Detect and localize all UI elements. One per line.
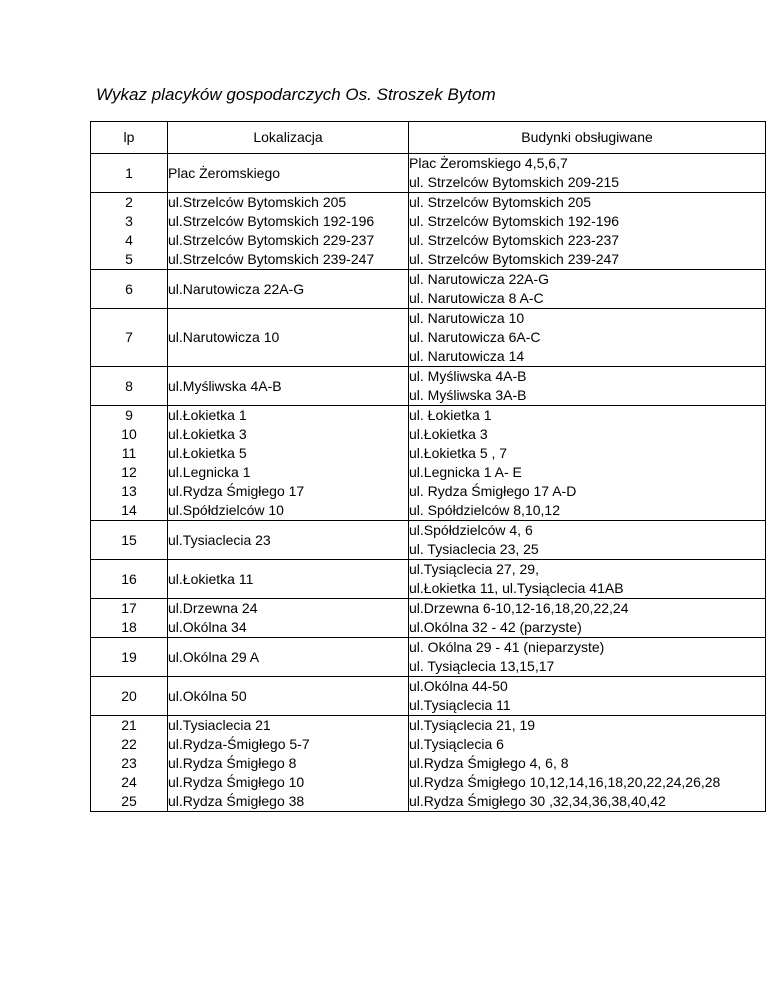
table-row (91, 309, 766, 367)
row-lokalizacja: ul.Strzelców Bytomskich 205 (168, 193, 409, 213)
row-lp: 23 (91, 754, 168, 773)
row-budynki (409, 309, 766, 367)
row-lp: 18 (91, 618, 168, 638)
row-lokalizacja: ul.Myśliwska 4A-B (168, 367, 409, 406)
row-lp: 21 (91, 716, 168, 736)
row-budynki: ul.Rydza Śmigłego 10,12,14,16,18,20,22,24,26,28 (409, 773, 766, 792)
row-budynki: ul. Strzelców Bytomskich 192-196 (409, 212, 766, 231)
row-budynki: ul.Tysiąclecia 21, 19 (409, 716, 766, 736)
table-row (91, 154, 766, 193)
row-lp: 7 (91, 309, 168, 367)
table-body (91, 154, 766, 812)
row-lp: 14 (91, 501, 168, 521)
row-lokalizacja: ul.Spółdzielców 10 (168, 501, 409, 521)
building-line: ul. Narutowicza 22A-G (409, 271, 550, 287)
table-row (91, 367, 766, 406)
row-lp: 5 (91, 250, 168, 270)
table-row (91, 560, 766, 599)
row-lokalizacja: ul.Rydza Śmigłego 38 (168, 792, 409, 812)
table-row (91, 716, 766, 736)
table-row (91, 425, 766, 444)
row-lokalizacja: Plac Żeromskiego (168, 154, 409, 193)
table-row (91, 212, 766, 231)
row-lokalizacja: ul.Rydza Śmigłego 17 (168, 482, 409, 501)
building-line: Plac Żeromskiego 4,5,6,7 (409, 155, 568, 171)
row-budynki: ul. Strzelców Bytomskich 239-247 (409, 250, 766, 270)
row-budynki (409, 367, 766, 406)
table-row (91, 231, 766, 250)
row-budynki (409, 638, 766, 677)
table-row (91, 521, 766, 560)
row-budynki: ul.Drzewna 6-10,12-16,18,20,22,24 (409, 599, 766, 619)
table-row (91, 638, 766, 677)
row-lokalizacja: ul.Łokietka 1 (168, 406, 409, 426)
row-lp: 20 (91, 677, 168, 716)
row-lokalizacja: ul.Strzelców Bytomskich 229-237 (168, 231, 409, 250)
building-line: ul.Łokietka 11, ul.Tysiąclecia 41AB (409, 580, 624, 596)
document-title: Wykaz placyków gospodarczych Os. Stroszek Bytom (96, 85, 496, 104)
row-budynki: ul. Strzelców Bytomskich 223-237 (409, 231, 766, 250)
table-row (91, 270, 766, 309)
row-lp: 4 (91, 231, 168, 250)
row-lp: 10 (91, 425, 168, 444)
row-lp: 13 (91, 482, 168, 501)
building-line: ul. Narutowicza 6A-C (409, 329, 541, 345)
table-row (91, 677, 766, 716)
table-row (91, 250, 766, 270)
row-lokalizacja: ul.Okólna 29 A (168, 638, 409, 677)
building-line: ul. Tysiaclecia 23, 25 (409, 541, 539, 557)
table-row (91, 501, 766, 521)
table-row (91, 599, 766, 619)
row-budynki (409, 270, 766, 309)
row-lokalizacja: ul.Strzelców Bytomskich 239-247 (168, 250, 409, 270)
row-lp: 19 (91, 638, 168, 677)
row-lp: 15 (91, 521, 168, 560)
row-lp: 1 (91, 154, 168, 193)
building-line: ul. Narutowicza 8 A-C (409, 290, 544, 306)
building-line: ul. Myśliwska 3A-B (409, 387, 527, 403)
row-budynki (409, 677, 766, 716)
row-budynki: ul. Łokietka 1 (409, 406, 766, 426)
row-budynki: ul. Rydza Śmigłego 17 A-D (409, 482, 766, 501)
building-line: ul. Strzelców Bytomskich 209-215 (409, 174, 620, 190)
building-table (90, 121, 766, 812)
row-budynki (409, 521, 766, 560)
row-lokalizacja: ul.Narutowicza 10 (168, 309, 409, 367)
building-line: ul.Tysiąclecia 11 (409, 697, 511, 713)
row-budynki: ul.Tysiąclecia 6 (409, 735, 766, 754)
table-row (91, 792, 766, 812)
table-row (91, 618, 766, 638)
row-lp: 16 (91, 560, 168, 599)
row-lp: 9 (91, 406, 168, 426)
table-row (91, 463, 766, 482)
table-row (91, 754, 766, 773)
row-lokalizacja: ul.Okólna 50 (168, 677, 409, 716)
table-row (91, 735, 766, 754)
row-budynki: ul.Łokietka 5 , 7 (409, 444, 766, 463)
row-budynki: ul.Legnicka 1 A- E (409, 463, 766, 482)
row-lokalizacja: ul.Legnicka 1 (168, 463, 409, 482)
building-line: ul. Okólna 29 - 41 (nieparzyste) (409, 639, 605, 655)
row-lokalizacja: ul.Narutowicza 22A-G (168, 270, 409, 309)
table-row (91, 406, 766, 426)
building-line: ul. Narutowicza 14 (409, 348, 525, 364)
row-budynki: ul. Strzelców Bytomskich 205 (409, 193, 766, 213)
row-lokalizacja: ul.Rydza Śmigłego 8 (168, 754, 409, 773)
row-budynki: ul.Okólna 32 - 42 (parzyste) (409, 618, 766, 638)
table-row (91, 444, 766, 463)
row-budynki: ul.Rydza Śmigłego 30 ,32,34,36,38,40,42 (409, 792, 766, 812)
row-budynki: ul. Spółdzielców 8,10,12 (409, 501, 766, 521)
table-header-row (91, 122, 766, 154)
table-row (91, 193, 766, 213)
row-budynki: ul.Łokietka 3 (409, 425, 766, 444)
row-lokalizacja: ul.Rydza-Śmigłego 5-7 (168, 735, 409, 754)
row-budynki (409, 560, 766, 599)
row-lokalizacja: ul.Tysiaclecia 21 (168, 716, 409, 736)
row-lokalizacja: ul.Łokietka 3 (168, 425, 409, 444)
building-line: ul.Tysiąclecia 27, 29, (409, 561, 539, 577)
row-lokalizacja: ul.Drzewna 24 (168, 599, 409, 619)
row-lp: 12 (91, 463, 168, 482)
building-line: ul. Narutowicza 10 (409, 310, 525, 326)
row-lp: 25 (91, 792, 168, 812)
building-line: ul.Okólna 44-50 (409, 678, 508, 694)
row-lp: 6 (91, 270, 168, 309)
row-lp: 8 (91, 367, 168, 406)
row-lokalizacja: ul.Strzelców Bytomskich 192-196 (168, 212, 409, 231)
table-row (91, 773, 766, 792)
header-lokalizacja: Lokalizacja (168, 122, 409, 154)
row-lokalizacja: ul.Rydza Śmigłego 10 (168, 773, 409, 792)
row-lokalizacja: ul.Łokietka 11 (168, 560, 409, 599)
header-budynki: Budynki obsługiwane (409, 122, 766, 154)
header-lp: lp (91, 122, 168, 154)
table-row (91, 482, 766, 501)
row-lp: 11 (91, 444, 168, 463)
row-lp: 2 (91, 193, 168, 213)
building-line: ul.Spółdzielców 4, 6 (409, 522, 533, 538)
building-line: ul. Myśliwska 4A-B (409, 368, 527, 384)
row-lokalizacja: ul.Łokietka 5 (168, 444, 409, 463)
row-lokalizacja: ul.Tysiaclecia 23 (168, 521, 409, 560)
row-budynki: ul.Rydza Śmigłego 4, 6, 8 (409, 754, 766, 773)
building-line: ul. Tysiąclecia 13,15,17 (409, 658, 555, 674)
row-budynki (409, 154, 766, 193)
row-lp: 22 (91, 735, 168, 754)
row-lokalizacja: ul.Okólna 34 (168, 618, 409, 638)
row-lp: 3 (91, 212, 168, 231)
row-lp: 17 (91, 599, 168, 619)
row-lp: 24 (91, 773, 168, 792)
